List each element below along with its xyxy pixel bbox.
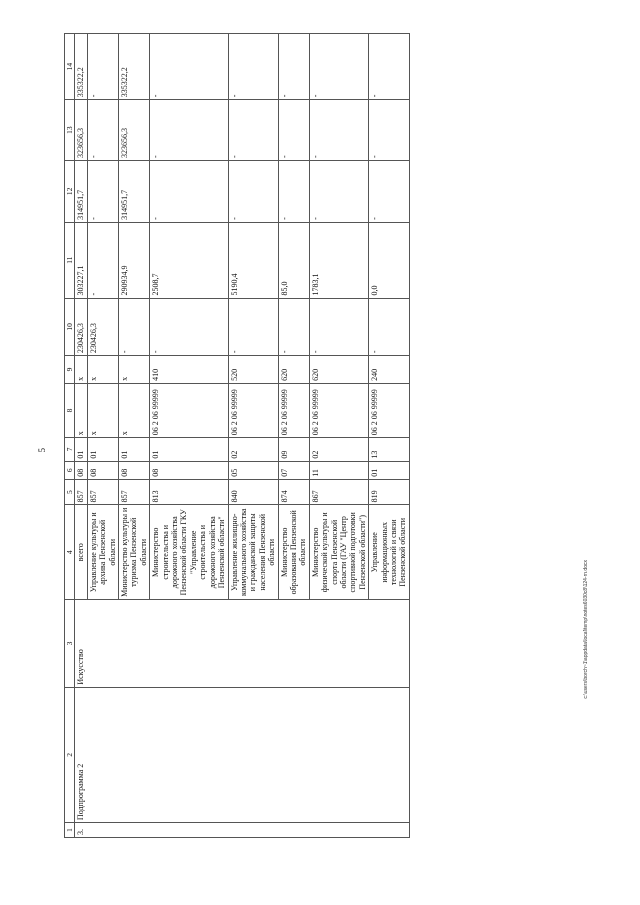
program-name-cell: Искусство [75,600,409,687]
value-cell-c12: - [150,160,228,222]
value-cell-c11: 290934,9 [119,222,150,298]
value-cell-c10: 230426,3 [75,298,87,356]
column-number-row [65,34,75,838]
column-number-3: 3 [65,600,75,687]
value-cell-c11: 1783,1 [309,222,368,298]
value-cell-c10: - [309,298,368,356]
value-cell-c13: - [150,100,228,161]
value-cell-c11: 85,0 [278,222,309,298]
value-cell-c13: 323656,3 [119,100,150,161]
value-cell-c10: - [119,298,150,356]
value-cell-c13: - [309,100,368,161]
value-cell-c10: - [369,298,410,356]
value-cell-c6: 08 [75,461,87,479]
value-cell-c9: 620 [278,356,309,384]
value-cell-c13: 323656,3 [75,100,87,161]
column-number-10: 10 [65,298,75,356]
organization-cell: Министерство строительства и дорожного хозяйства Пензенской области ГКУ "Управление строительства и дорожного хозяйства Пензенской области" [150,505,228,600]
value-cell-c8: 06 2 06 99999 [309,383,368,437]
value-cell-c7: 02 [309,438,368,461]
value-cell-c11: 303227,1 [75,222,87,298]
column-number-7: 7 [65,438,75,461]
value-cell-c8: 06 2 06 99999 [228,383,278,437]
value-cell-c13: - [228,100,278,161]
value-cell-c7: 01 [87,438,118,461]
value-cell-c9: х [119,356,150,384]
organization-cell: Министерство физической культуры и спорта Пензенской области (ГАУ "Центр спортивной подготовки Пензенской области") [309,505,368,600]
value-cell-c13: - [369,100,410,161]
value-cell-c5: 813 [150,479,228,505]
value-cell-c9: 620 [309,356,368,384]
value-cell-c5: 857 [87,479,118,505]
budget-table [64,33,410,838]
value-cell-c5: 867 [309,479,368,505]
value-cell-c14: - [228,34,278,100]
column-number-8: 8 [65,383,75,437]
value-cell-c12: - [228,160,278,222]
value-cell-c8: х [119,383,150,437]
value-cell-c6: 08 [87,461,118,479]
value-cell-c6: 05 [228,461,278,479]
value-cell-c9: 240 [369,356,410,384]
column-number-1: 1 [65,823,75,838]
value-cell-c8: х [75,383,87,437]
organization-cell: Министерство культуры и туризма Пензенской области [119,505,150,600]
value-cell-c7: 13 [369,438,410,461]
value-cell-c14: - [150,34,228,100]
value-cell-c6: 07 [278,461,309,479]
value-cell-c12: 314951,7 [119,160,150,222]
value-cell-c11: 5190,4 [228,222,278,298]
value-cell-c8: х [87,383,118,437]
value-cell-c13: - [87,100,118,161]
column-number-6: 6 [65,461,75,479]
value-cell-c7: 09 [278,438,309,461]
value-cell-c7: 01 [119,438,150,461]
value-cell-c5: 840 [228,479,278,505]
value-cell-c14: 335322,2 [119,34,150,100]
value-cell-c10: - [150,298,228,356]
value-cell-c5: 874 [278,479,309,505]
value-cell-c14: 335322,2 [75,34,87,100]
value-cell-c11: - [87,222,118,298]
column-number-13: 13 [65,100,75,161]
value-cell-c9: 520 [228,356,278,384]
value-cell-c7: 02 [228,438,278,461]
organization-cell: всего [75,505,87,600]
value-cell-c11: 0,0 [369,222,410,298]
subprogram-cell: Подпрограмма 2 [75,687,409,822]
rotated-table-page [64,33,612,838]
value-cell-c5: 857 [119,479,150,505]
row-number: 3. [75,823,409,838]
value-cell-c5: 819 [369,479,410,505]
value-cell-c8: 06 2 06 99999 [150,383,228,437]
organization-cell: Управление жилищно-коммунального хозяйства и гражданской защиты населения Пензенской области [228,505,278,600]
value-cell-c9: х [87,356,118,384]
value-cell-c12: - [369,160,410,222]
organization-cell: Управление информационных технологий и связи Пензенской области [369,505,410,600]
value-cell-c14: - [278,34,309,100]
value-cell-c6: 01 [369,461,410,479]
column-number-5: 5 [65,479,75,505]
column-number-9: 9 [65,356,75,384]
column-number-2: 2 [65,687,75,822]
value-cell-c9: 410 [150,356,228,384]
value-cell-c10: - [228,298,278,356]
table-row [75,34,87,838]
value-cell-c8: 06 2 06 99999 [278,383,309,437]
column-number-4: 4 [65,505,75,600]
file-path-footer: c:\users\borch~1\appdata\local\temp\notes6030c8\124-rn.docx [583,560,589,699]
value-cell-c14: - [309,34,368,100]
organization-cell: Министерство образования Пензенской области [278,505,309,600]
value-cell-c6: 08 [119,461,150,479]
value-cell-c14: - [369,34,410,100]
value-cell-c12: - [309,160,368,222]
value-cell-c14: - [87,34,118,100]
value-cell-c12: 314951,7 [75,160,87,222]
column-number-14: 14 [65,34,75,100]
column-number-12: 12 [65,160,75,222]
column-number-11: 11 [65,222,75,298]
value-cell-c10: - [278,298,309,356]
organization-cell: Управление культуры и архива Пензенской области [87,505,118,600]
value-cell-c6: 08 [150,461,228,479]
value-cell-c12: - [278,160,309,222]
value-cell-c11: 2508,7 [150,222,228,298]
value-cell-c6: 11 [309,461,368,479]
value-cell-c10: 230426,3 [87,298,118,356]
page-number: 5 [37,448,47,453]
value-cell-c12: - [87,160,118,222]
value-cell-c7: 01 [150,438,228,461]
value-cell-c7: 01 [75,438,87,461]
value-cell-c8: 06 2 06 99999 [369,383,410,437]
value-cell-c5: 857 [75,479,87,505]
value-cell-c13: - [278,100,309,161]
value-cell-c9: х [75,356,87,384]
